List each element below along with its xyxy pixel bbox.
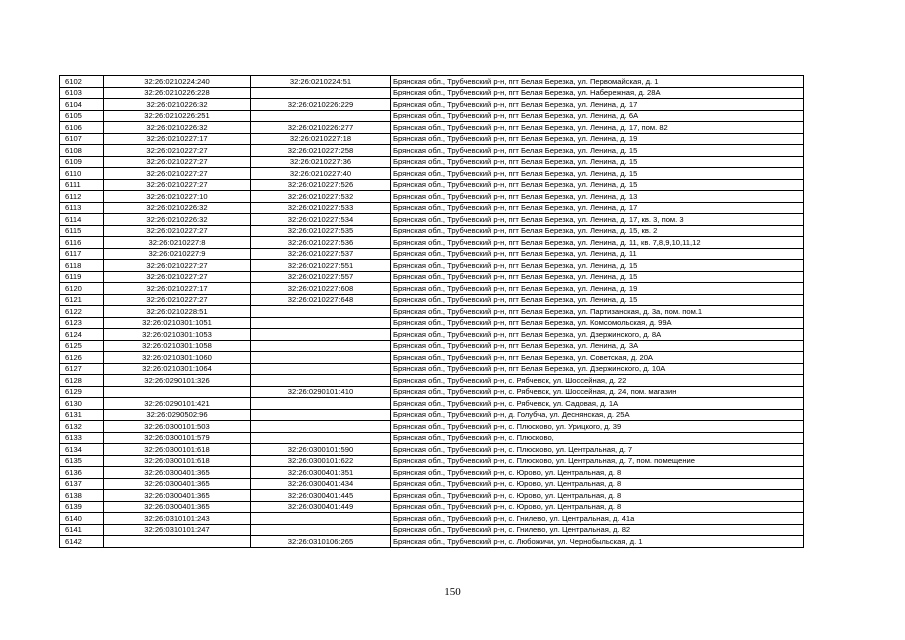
- row-number-cell: 6112: [60, 191, 104, 203]
- address-cell: Брянская обл., Трубчевский р-н, пгт Белая Березка, ул. Ленина, д. 15, кв. 2: [391, 225, 804, 237]
- object-cadastral-number-cell: 32:26:0210227:526: [251, 179, 391, 191]
- table-body: [60, 76, 804, 548]
- address-cell: Брянская обл., Трубчевский р-н, пгт Белая Березка, ул. Дзержинского, д. 8А: [391, 329, 804, 341]
- table-row: [60, 501, 804, 513]
- address-cell: Брянская обл., Трубчевский р-н, пгт Белая Березка, ул. Ленина, д. 15: [391, 271, 804, 283]
- table-row: [60, 421, 804, 433]
- address-cell: Брянская обл., Трубчевский р-н, пгт Белая Березка, ул. Ленина, д. 11, кв. 7,8,9,10,11,12: [391, 237, 804, 249]
- row-number-cell: 6135: [60, 455, 104, 467]
- object-cadastral-number-cell: 32:26:0210227:608: [251, 283, 391, 295]
- row-number-cell: 6118: [60, 260, 104, 272]
- address-cell: Брянская обл., Трубчевский р-н, пгт Белая Березка, ул. Партизанская, д. 3а, пом. пом.1: [391, 306, 804, 318]
- object-cadastral-number-cell: 32:26:0300401:445: [251, 490, 391, 502]
- object-cadastral-number-cell: [251, 409, 391, 421]
- address-cell: Брянская обл., Трубчевский р-н, пгт Белая Березка, ул. Дзержинского, д. 10А: [391, 363, 804, 375]
- address-cell: Брянская обл., Трубчевский р-н, с. Любожичи, ул. Чернобыльская, д. 1: [391, 536, 804, 548]
- row-number-cell: 6121: [60, 294, 104, 306]
- row-number-cell: 6104: [60, 99, 104, 111]
- land-cadastral-number-cell: 32:26:0300101:579: [104, 432, 251, 444]
- table-row: [60, 156, 804, 168]
- address-cell: Брянская обл., Трубчевский р-н, пгт Белая Березка, ул. Ленина, д. 15: [391, 156, 804, 168]
- object-cadastral-number-cell: 32:26:0210227:533: [251, 202, 391, 214]
- row-number-cell: 6123: [60, 317, 104, 329]
- table-row: [60, 317, 804, 329]
- row-number-cell: 6113: [60, 202, 104, 214]
- object-cadastral-number-cell: [251, 317, 391, 329]
- address-cell: Брянская обл., Трубчевский р-н, пгт Белая Березка, ул. Ленина, д. 17: [391, 202, 804, 214]
- address-cell: Брянская обл., Трубчевский р-н, с. Рябчевск, ул. Садовая, д. 1А: [391, 398, 804, 410]
- address-cell: Брянская обл., Трубчевский р-н, пгт Белая Березка, ул. Ленина, д. 15: [391, 294, 804, 306]
- land-cadastral-number-cell: 32:26:0210227:27: [104, 225, 251, 237]
- address-cell: Брянская обл., Трубчевский р-н, с. Гнилево, ул. Центральная, д. 82: [391, 524, 804, 536]
- object-cadastral-number-cell: 32:26:0210227:551: [251, 260, 391, 272]
- row-number-cell: 6109: [60, 156, 104, 168]
- land-cadastral-number-cell: 32:26:0300401:365: [104, 501, 251, 513]
- row-number-cell: 6107: [60, 133, 104, 145]
- table-row: [60, 225, 804, 237]
- land-cadastral-number-cell: 32:26:0300101:503: [104, 421, 251, 433]
- address-cell: Брянская обл., Трубчевский р-н, пгт Белая Березка, ул. Советская, д. 20А: [391, 352, 804, 364]
- object-cadastral-number-cell: [251, 375, 391, 387]
- row-number-cell: 6130: [60, 398, 104, 410]
- object-cadastral-number-cell: [251, 421, 391, 433]
- object-cadastral-number-cell: 32:26:0210227:648: [251, 294, 391, 306]
- land-cadastral-number-cell: 32:26:0210226:251: [104, 110, 251, 122]
- address-cell: Брянская обл., Трубчевский р-н, с. Плюсково, ул. Центральная, д. 7, пом. помещение: [391, 455, 804, 467]
- object-cadastral-number-cell: 32:26:0300101:622: [251, 455, 391, 467]
- object-cadastral-number-cell: [251, 306, 391, 318]
- land-cadastral-number-cell: 32:26:0210227:27: [104, 168, 251, 180]
- object-cadastral-number-cell: 32:26:0290101:410: [251, 386, 391, 398]
- table-row: [60, 329, 804, 341]
- table-row: [60, 202, 804, 214]
- land-cadastral-number-cell: 32:26:0290101:326: [104, 375, 251, 387]
- row-number-cell: 6114: [60, 214, 104, 226]
- row-number-cell: 6110: [60, 168, 104, 180]
- table-row: [60, 306, 804, 318]
- object-cadastral-number-cell: 32:26:0210226:229: [251, 99, 391, 111]
- row-number-cell: 6115: [60, 225, 104, 237]
- object-cadastral-number-cell: 32:26:0210227:532: [251, 191, 391, 203]
- address-cell: Брянская обл., Трубчевский р-н, пгт Белая Березка, ул. Ленина, д. 15: [391, 179, 804, 191]
- address-cell: Брянская обл., Трубчевский р-н, пгт Белая Березка, ул. Ленина, д. 15: [391, 145, 804, 157]
- address-cell: Брянская обл., Трубчевский р-н, пгт Белая Березка, ул. Ленина, д. 11: [391, 248, 804, 260]
- row-number-cell: 6131: [60, 409, 104, 421]
- address-cell: Брянская обл., Трубчевский р-н, с. Плюсково,: [391, 432, 804, 444]
- object-cadastral-number-cell: 32:26:0210227:18: [251, 133, 391, 145]
- land-cadastral-number-cell: 32:26:0210227:9: [104, 248, 251, 260]
- row-number-cell: 6129: [60, 386, 104, 398]
- address-cell: Брянская обл., Трубчевский р-н, пгт Белая Березка, ул. Ленина, д. 15: [391, 168, 804, 180]
- table-row: [60, 179, 804, 191]
- table-row: [60, 87, 804, 99]
- land-cadastral-number-cell: 32:26:0210301:1060: [104, 352, 251, 364]
- table-row: [60, 237, 804, 249]
- address-cell: Брянская обл., Трубчевский р-н, пгт Белая Березка, ул. Ленина, д. 17, пом. 82: [391, 122, 804, 134]
- address-cell: Брянская обл., Трубчевский р-н, с. Юрово, ул. Центральная, д. 8: [391, 490, 804, 502]
- land-cadastral-number-cell: 32:26:0210227:8: [104, 237, 251, 249]
- land-cadastral-number-cell: 32:26:0210301:1051: [104, 317, 251, 329]
- table-row: [60, 133, 804, 145]
- object-cadastral-number-cell: 32:26:0210227:36: [251, 156, 391, 168]
- page-number: 150: [444, 586, 461, 598]
- row-number-cell: 6134: [60, 444, 104, 456]
- land-cadastral-number-cell: 32:26:0300401:365: [104, 490, 251, 502]
- row-number-cell: 6141: [60, 524, 104, 536]
- table-row: [60, 467, 804, 479]
- table-row: [60, 455, 804, 467]
- land-cadastral-number-cell: 32:26:0210227:17: [104, 133, 251, 145]
- row-number-cell: 6127: [60, 363, 104, 375]
- row-number-cell: 6133: [60, 432, 104, 444]
- row-number-cell: 6140: [60, 513, 104, 525]
- land-cadastral-number-cell: 32:26:0210227:27: [104, 260, 251, 272]
- row-number-cell: 6105: [60, 110, 104, 122]
- object-cadastral-number-cell: 32:26:0210226:277: [251, 122, 391, 134]
- land-cadastral-number-cell: 32:26:0210226:32: [104, 122, 251, 134]
- land-cadastral-number-cell: 32:26:0210301:1058: [104, 340, 251, 352]
- table-row: [60, 524, 804, 536]
- row-number-cell: 6120: [60, 283, 104, 295]
- address-cell: Брянская обл., Трубчевский р-н, с. Гнилево, ул. Центральная, д. 41а: [391, 513, 804, 525]
- address-cell: Брянская обл., Трубчевский р-н, с. Юрово, ул. Центральная, д. 8: [391, 467, 804, 479]
- land-cadastral-number-cell: 32:26:0210301:1064: [104, 363, 251, 375]
- address-cell: Брянская обл., Трубчевский р-н, с. Юрово, ул. Центральная, д. 8: [391, 501, 804, 513]
- table-row: [60, 214, 804, 226]
- table-row: [60, 248, 804, 260]
- address-cell: Брянская обл., Трубчевский р-н, пгт Белая Березка, ул. Ленина, д. 19: [391, 283, 804, 295]
- row-number-cell: 6132: [60, 421, 104, 433]
- table-row: [60, 432, 804, 444]
- row-number-cell: 6125: [60, 340, 104, 352]
- table-row: [60, 478, 804, 490]
- address-cell: Брянская обл., Трубчевский р-н, с. Рябчевск, ул. Шоссейная, д. 24, пом. магазин: [391, 386, 804, 398]
- land-cadastral-number-cell: 32:26:0210226:32: [104, 214, 251, 226]
- object-cadastral-number-cell: 32:26:0210227:536: [251, 237, 391, 249]
- land-cadastral-number-cell: 32:26:0300101:618: [104, 444, 251, 456]
- object-cadastral-number-cell: [251, 398, 391, 410]
- row-number-cell: 6116: [60, 237, 104, 249]
- object-cadastral-number-cell: 32:26:0210227:40: [251, 168, 391, 180]
- land-cadastral-number-cell: 32:26:0300101:618: [104, 455, 251, 467]
- object-cadastral-number-cell: 32:26:0210227:258: [251, 145, 391, 157]
- row-number-cell: 6138: [60, 490, 104, 502]
- land-cadastral-number-cell: 32:26:0210226:228: [104, 87, 251, 99]
- table-row: [60, 294, 804, 306]
- land-cadastral-number-cell: 32:26:0290101:421: [104, 398, 251, 410]
- address-cell: Брянская обл., Трубчевский р-н, пгт Белая Березка, ул. Ленина, д. 19: [391, 133, 804, 145]
- row-number-cell: 6136: [60, 467, 104, 479]
- table-row: [60, 191, 804, 203]
- table-row: [60, 363, 804, 375]
- table-row: [60, 340, 804, 352]
- address-cell: Брянская обл., Трубчевский р-н, с. Юрово, ул. Центральная, д. 8: [391, 478, 804, 490]
- table-row: [60, 145, 804, 157]
- object-cadastral-number-cell: 32:26:0300401:449: [251, 501, 391, 513]
- object-cadastral-number-cell: [251, 352, 391, 364]
- table-row: [60, 122, 804, 134]
- table-row: [60, 260, 804, 272]
- table-row: [60, 444, 804, 456]
- row-number-cell: 6108: [60, 145, 104, 157]
- row-number-cell: 6128: [60, 375, 104, 387]
- address-cell: Брянская обл., Трубчевский р-н, д. Голубча, ул. Деснянская, д. 25А: [391, 409, 804, 421]
- object-cadastral-number-cell: 32:26:0300101:590: [251, 444, 391, 456]
- table-row: [60, 409, 804, 421]
- row-number-cell: 6137: [60, 478, 104, 490]
- row-number-cell: 6103: [60, 87, 104, 99]
- land-cadastral-number-cell: 32:26:0210227:27: [104, 294, 251, 306]
- table-row: [60, 398, 804, 410]
- address-cell: Брянская обл., Трубчевский р-н, с. Рябчевск, ул. Шоссейная, д. 22: [391, 375, 804, 387]
- land-cadastral-number-cell: 32:26:0310101:247: [104, 524, 251, 536]
- object-cadastral-number-cell: [251, 363, 391, 375]
- object-cadastral-number-cell: [251, 87, 391, 99]
- land-cadastral-number-cell: 32:26:0290502:96: [104, 409, 251, 421]
- object-cadastral-number-cell: [251, 340, 391, 352]
- address-cell: Брянская обл., Трубчевский р-н, пгт Белая Березка, ул. Ленина, д. 17: [391, 99, 804, 111]
- table-row: [60, 352, 804, 364]
- table-row: [60, 271, 804, 283]
- address-cell: Брянская обл., Трубчевский р-н, с. Плюсково, ул. Центральная, д. 7: [391, 444, 804, 456]
- object-cadastral-number-cell: [251, 432, 391, 444]
- address-cell: Брянская обл., Трубчевский р-н, пгт Белая Березка, ул. Набережная, д. 28А: [391, 87, 804, 99]
- land-cadastral-number-cell: 32:26:0210227:27: [104, 145, 251, 157]
- row-number-cell: 6122: [60, 306, 104, 318]
- row-number-cell: 6139: [60, 501, 104, 513]
- object-cadastral-number-cell: 32:26:0210227:557: [251, 271, 391, 283]
- address-cell: Брянская обл., Трубчевский р-н, пгт Белая Березка, ул. Ленина, д. 13: [391, 191, 804, 203]
- land-cadastral-number-cell: [104, 536, 251, 548]
- address-cell: Брянская обл., Трубчевский р-н, с. Плюсково, ул. Урицкого, д. 39: [391, 421, 804, 433]
- row-number-cell: 6124: [60, 329, 104, 341]
- land-cadastral-number-cell: 32:26:0210226:32: [104, 202, 251, 214]
- row-number-cell: 6111: [60, 179, 104, 191]
- address-cell: Брянская обл., Трубчевский р-н, пгт Белая Березка, ул. Ленина, д. 6А: [391, 110, 804, 122]
- land-cadastral-number-cell: 32:26:0210227:27: [104, 179, 251, 191]
- table-row: [60, 375, 804, 387]
- land-cadastral-number-cell: 32:26:0210226:32: [104, 99, 251, 111]
- table-row: [60, 76, 804, 88]
- table-row: [60, 513, 804, 525]
- land-cadastral-number-cell: 32:26:0210228:51: [104, 306, 251, 318]
- object-cadastral-number-cell: [251, 513, 391, 525]
- table-row: [60, 536, 804, 548]
- land-cadastral-number-cell: 32:26:0310101:243: [104, 513, 251, 525]
- land-cadastral-number-cell: 32:26:0210224:240: [104, 76, 251, 88]
- object-cadastral-number-cell: 32:26:0310106:265: [251, 536, 391, 548]
- land-cadastral-number-cell: [104, 386, 251, 398]
- object-cadastral-number-cell: [251, 329, 391, 341]
- object-cadastral-number-cell: 32:26:0300401:351: [251, 467, 391, 479]
- land-cadastral-number-cell: 32:26:0210227:27: [104, 271, 251, 283]
- land-cadastral-number-cell: 32:26:0210227:27: [104, 156, 251, 168]
- object-cadastral-number-cell: [251, 110, 391, 122]
- object-cadastral-number-cell: 32:26:0210227:534: [251, 214, 391, 226]
- table-row: [60, 386, 804, 398]
- table-row: [60, 490, 804, 502]
- table-row: [60, 110, 804, 122]
- land-cadastral-number-cell: 32:26:0210301:1053: [104, 329, 251, 341]
- object-cadastral-number-cell: 32:26:0210227:537: [251, 248, 391, 260]
- land-cadastral-number-cell: 32:26:0300401:365: [104, 478, 251, 490]
- row-number-cell: 6117: [60, 248, 104, 260]
- object-cadastral-number-cell: 32:26:0300401:434: [251, 478, 391, 490]
- address-cell: Брянская обл., Трубчевский р-н, пгт Белая Березка, ул. Ленина, д. 3А: [391, 340, 804, 352]
- address-cell: Брянская обл., Трубчевский р-н, пгт Белая Березка, ул. Ленина, д. 15: [391, 260, 804, 272]
- table-row: [60, 168, 804, 180]
- row-number-cell: 6119: [60, 271, 104, 283]
- object-cadastral-number-cell: 32:26:0210227:535: [251, 225, 391, 237]
- row-number-cell: 6142: [60, 536, 104, 548]
- object-cadastral-number-cell: 32:26:0210224:51: [251, 76, 391, 88]
- object-cadastral-number-cell: [251, 524, 391, 536]
- address-cell: Брянская обл., Трубчевский р-н, пгт Белая Березка, ул. Ленина, д. 17, кв. 3, пом. 3: [391, 214, 804, 226]
- table-row: [60, 99, 804, 111]
- row-number-cell: 6102: [60, 76, 104, 88]
- address-cell: Брянская обл., Трубчевский р-н, пгт Белая Березка, ул. Комсомольская, д. 99А: [391, 317, 804, 329]
- land-cadastral-number-cell: 32:26:0210227:10: [104, 191, 251, 203]
- row-number-cell: 6126: [60, 352, 104, 364]
- land-cadastral-number-cell: 32:26:0300401:365: [104, 467, 251, 479]
- property-register-table: [59, 75, 804, 548]
- address-cell: Брянская обл., Трубчевский р-н, пгт Белая Березка, ул. Первомайская, д. 1: [391, 76, 804, 88]
- table-row: [60, 283, 804, 295]
- land-cadastral-number-cell: 32:26:0210227:17: [104, 283, 251, 295]
- row-number-cell: 6106: [60, 122, 104, 134]
